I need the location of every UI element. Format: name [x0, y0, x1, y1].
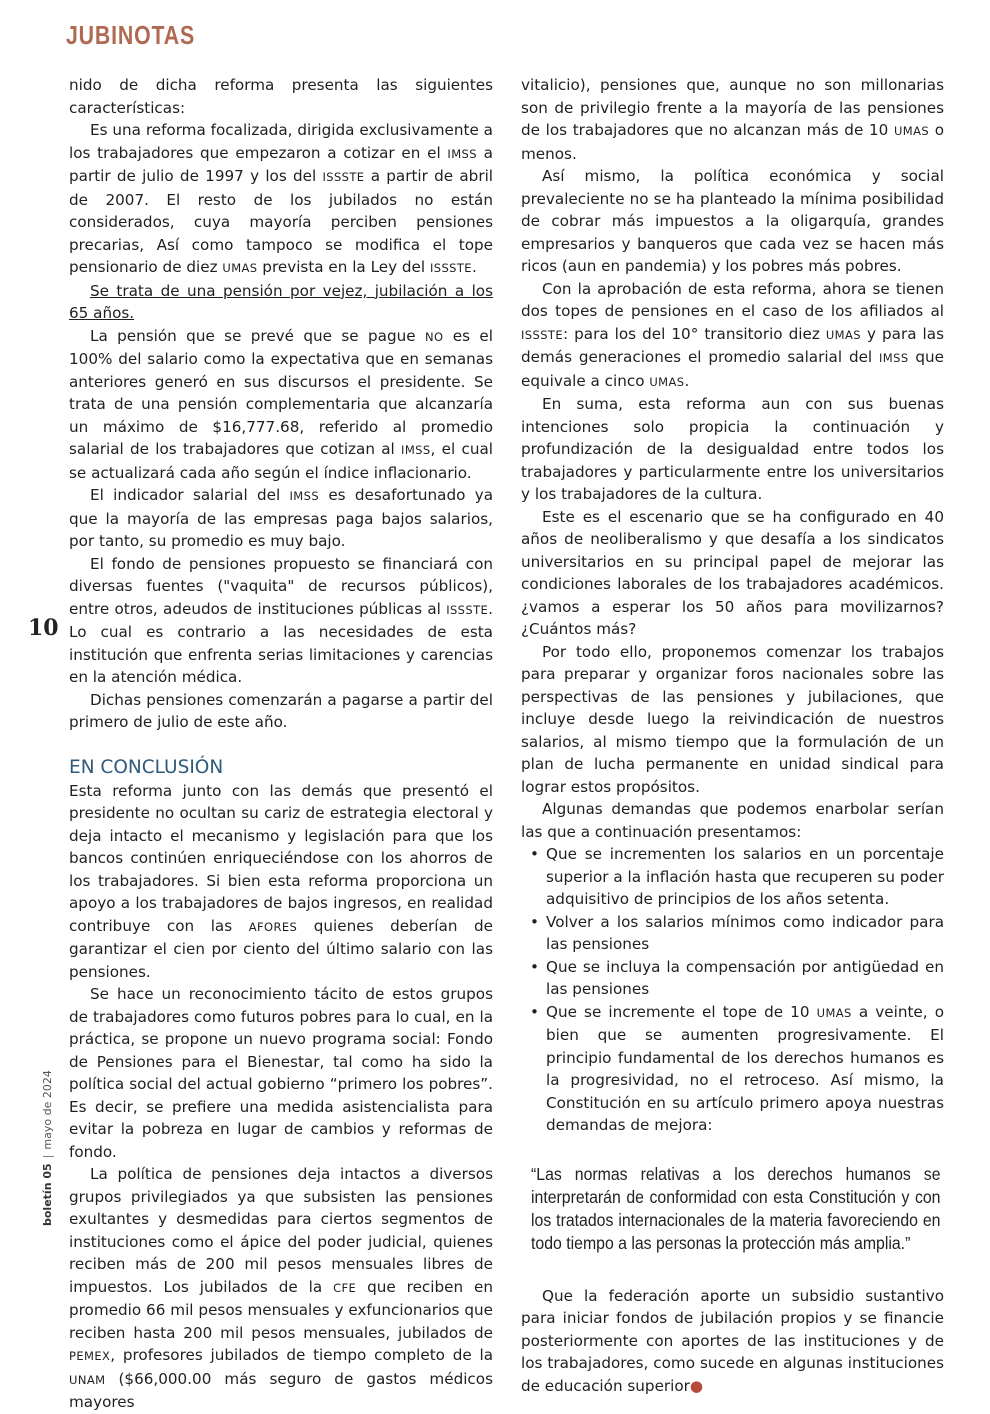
closing-text: Que la federación aporte un subsidio sustantivo para iniciar fondos de jubilación propios y se financie posteriormente con aportes de las instituciones y de los trabajadores, como sucede en algunas instituciones de educación superior [521, 1286, 944, 1395]
paragraph: Por todo ello, proponemos comenzar los trabajos para preparar y organizar foros nacionales sobre las perspectivas de las pensiones y jubilaciones, que incluye desde luego la reivindicación de nuestros salarios, al mismo tiempo que la formulación de un plan de lucha permanente en unidad sindical para lograr estos propósitos. [521, 642, 944, 796]
issue-date: mayo de 2024 [41, 1070, 54, 1150]
end-mark-icon: ● [689, 1376, 704, 1395]
paragraph: nido de dicha reforma presenta las siguientes características: [69, 76, 493, 117]
paragraph: Esta reforma junto con las demás que presentó el presidente no ocultan su cariz de estrategia electoral y deja intacto el mecanismo y legislación para que los bancos continúen enriqueciéndose con los ahorros de los trabajadores. Si bien esta reforma proporciona un apoyo a los trabajadores de bajos ingresos, en realidad contribuye con las AFORES quienes deberían de garantizar el cien por ciento del último salario con las pensiones. [69, 781, 493, 981]
paragraph: Este es el escenario que se ha configurado en 40 años de neoliberalismo y que desafía a los sindicatos universitarios en su principal papel de mejorar las condiciones laborales de los trabajadores académicos. ¿vamos a esperar los 50 años para movilizarnos? ¿Cuántos más? [521, 507, 944, 638]
issue-label: boletín 05 [41, 1163, 54, 1226]
paragraph: Es una reforma focalizada, dirigida exclusivamente a los trabajadores que empezaron a cotizar en el IMSS a partir de julio de 1997 y los del ISSSTE a partir de abril de 2007. El resto de los jubilados no están considerados, cuya mayoría perciben pensiones precarias, Así como tampoco se modifica el tope pensionario de diez UMAS prevista en la Ley del ISSSTE. [69, 121, 494, 276]
left-column [69, 74, 493, 1414]
issue-info [41, 1070, 54, 1226]
issue-separator: | [41, 1154, 54, 1159]
paragraph: La pensión que se prevé que se pague NO es el 100% del salario como la expectativa que en semanas anteriores generó en sus discursos el presidente. Se trata de una pensión complementaria que alcanzaría un máximo de $16,777.68, referido al promedio salarial de los trabajadores que cotizan al IMSS, el cual se actualizará cada año según el índice inflacionario. [69, 326, 493, 482]
right-column [521, 74, 944, 1397]
magazine-section-title: JUBINOTAS [66, 20, 195, 50]
paragraph: Con la aprobación de esta reforma, ahora se tienen dos topes de pensiones en el caso de los afiliados al ISSSTE: para los del 10° transitorio diez UMAS y para las demás generaciones el promedio salarial del IMSS que equivale a cinco UMAS. [521, 279, 944, 390]
list-item: • Que se incremente el tope de 10 UMAS a veinte, o bien que se aumenten progresivamente. El principio fundamental de los derechos humanos es la progresividad, no el retroceso. Así mismo, la Constitución en su artículo primero apoya nuestras demandas de mejora: [521, 1001, 944, 1137]
underlined-text: Se trata de una pensión por vejez, jubilación a los 65 años. [69, 281, 493, 322]
paragraph: Dichas pensiones comenzarán a pagarse a partir del primero de julio de este año. [69, 690, 493, 731]
list-item: • Que se incrementen los salarios en un porcentaje superior a la inflación hasta que recuperen su poder adquisitivo de principios de los años setenta. [521, 843, 944, 911]
paragraph: El fondo de pensiones propuesto se financiará con diversas fuentes ("vaquita" de recursos públicos), entre otros, adeudos de instituciones públicas al ISSSTE. Lo cual es contrario a las necesidades de esta institución que enfrenta serias limitaciones y carencias en la atención médica. [69, 554, 493, 686]
paragraph-underlined [69, 280, 493, 325]
constitution-quote: “Las normas relativas a los derechos humanos se interpretarán de conformidad con esta Constitución y con los tratados internacionales de la materia favoreciendo en todo tiempo a las personas la protección más amplia.” [531, 1163, 941, 1253]
closing-paragraph [521, 1285, 944, 1398]
paragraph: El indicador salarial del IMSS es desafortunado ya que la mayoría de las empresas paga bajos salarios, por tanto, su promedio es muy bajo. [69, 486, 493, 550]
paragraph: La política de pensiones deja intactos a diversos grupos privilegiados ya que subsisten las pensiones exultantes y desmedidas para ciertos segmentos de instituciones como el ápice del poder judicial, quienes reciben más de 200 mil pesos mensuales libres de impuestos. Los jubilados de la CFE que reciben en promedio 66 mil pesos mensuales y exfuncionarios que reciben hasta 200 mil pesos mensuales, jubilados de PEMEX, profesores jubilados de tiempo completo de la UNAM ($66,000.00 más seguro de gastos médicos mayores [69, 1165, 494, 1411]
section-heading: EN CONCLUSIÓN [69, 756, 224, 778]
paragraph: vitalicio), pensiones que, aunque no son millonarias son de privilegio frente a la mayoría de las pensiones de los trabajadores que no alcanzan más de 10 UMAS o menos. [521, 76, 944, 163]
paragraph: Se hace un reconocimiento tácito de estos grupos de trabajadores como futuros pobres para lo cual, en la práctica, se propone un nuevo programa social: Fondo de Pensiones para el Bienestar, tal como ha sido la política social del actual gobierno “primero los pobres”. Es decir, se prefiere una medida asistencialista para evitar la pobreza en lugar de cambios y reformas de fondo. [69, 985, 493, 1161]
paragraph: Así mismo, la política económica y social prevaleciente no se ha planteado la mínima posibilidad de cobrar más impuestos a la oligarquía, grandes empresarios y banqueros que cada vez se hacen más ricos (aun en pandemia) y los pobres más pobres. [521, 167, 944, 275]
paragraph: En suma, esta reforma aun con sus buenas intenciones solo propicia la continuación y profundización de la desigualdad entre todos los trabajadores y particularmente entre los universitarios y los trabajadores de la cultura. [521, 395, 944, 503]
list-item: • Que se incluya la compensación por antigüedad en las pensiones [521, 956, 944, 1001]
demands-list [521, 843, 944, 1137]
list-item: • Volver a los salarios mínimos como indicador para las pensiones [521, 911, 944, 956]
paragraph: Algunas demandas que podemos enarbolar serían las que a continuación presentamos: [521, 800, 944, 841]
page-number: 10 [28, 615, 59, 641]
